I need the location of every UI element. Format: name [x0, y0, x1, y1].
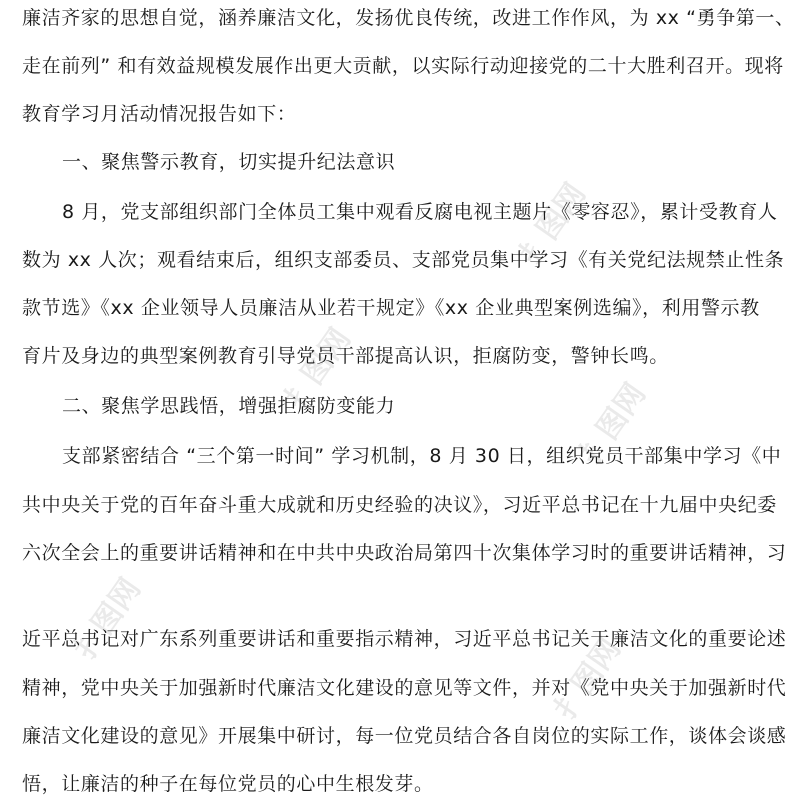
section-heading: 二、聚焦学思践悟，增强拒腐防变能力: [62, 395, 396, 417]
paragraph-line: 支部紧密结合 “三个第一时间” 学习机制，8 月 30 日，组织党员干部集中学习《中: [62, 445, 782, 467]
paragraph-line: 廉洁齐家的思想自觉，涵养廉洁文化，发扬优良传统，改进工作作风，为 xx “勇争第一、: [22, 7, 795, 29]
paragraph-line: 数为 xx 人次；观看结束后，组织支部委员、支部党员集中学习《有关党纪法规禁止性条: [22, 249, 785, 271]
paragraph-line: 精神，党中央关于加强新时代廉洁文化建设的意见等文件，并对《党中央关于加强新时代: [22, 677, 787, 699]
watermark: 扌图网: [277, 322, 359, 416]
paragraph-line: 款节选》《xx 企业领导人员廉洁从业若干规定》《xx 企业典型案例选编》，利用警示教: [22, 297, 760, 319]
paragraph-line: 近平总书记对广东系列重要讲话和重要指示精神，习近平总书记关于廉洁文化的重要论述: [22, 628, 787, 650]
paragraph-line: 共中央关于党的百年奋斗重大成就和历史经验的决议》，习近平总书记在十九届中央纪委: [22, 494, 777, 516]
paragraph-line: 教育学习月活动情况报告如下：: [22, 103, 297, 125]
watermark: 扌图网: [67, 572, 149, 666]
watermark: 扌图网: [512, 177, 594, 271]
paragraph-line: 六次全会上的重要讲话精神和在中共中央政治局第四十次集体学习时的重要讲话精神，习: [22, 542, 787, 564]
watermark: 扌图网: [572, 377, 654, 471]
watermark: 扌图网: [547, 632, 629, 726]
paragraph-line: 8 月，党支部组织部门全体员工集中观看反腐电视主题片《零容忍》，累计受教育人: [62, 201, 778, 223]
paragraph-line: 走在前列” 和有效益规模发展作出更大贡献，以实际行动迎接党的二十大胜利召开。现将: [22, 55, 784, 77]
paragraph-line: 悟，让廉洁的种子在每位党员的心中生根发芽。: [22, 773, 434, 795]
paragraph-line: 廉洁文化建设的意见》开展集中研讨，每一位党员结合各自岗位的实际工作，谈体会谈感: [22, 725, 787, 747]
paragraph-line: 育片及身边的典型案例教育引导党员干部提高认识，拒腐防变，警钟长鸣。: [22, 345, 669, 367]
section-heading: 一、聚焦警示教育，切实提升纪法意识: [62, 151, 396, 173]
